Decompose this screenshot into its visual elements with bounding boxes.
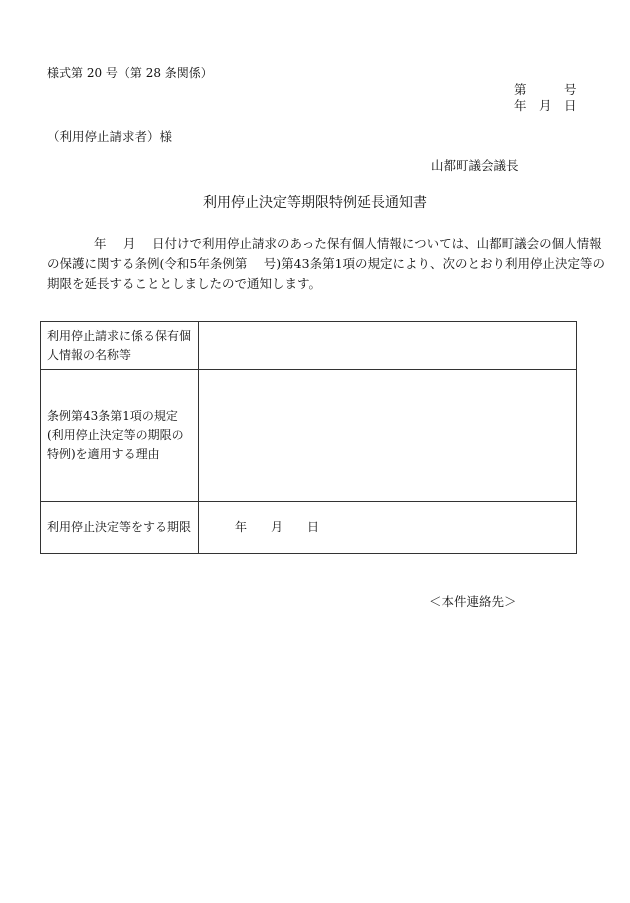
- body-line: 年 月 日付けで利用停止請求のあった保有個人情報については、山都町議会の個人情報: [94, 236, 602, 251]
- recipient: （利用停止請求者）様: [47, 129, 173, 144]
- table-row: [41, 370, 577, 502]
- body-line: の保護に関する条例(令和5年条例第 号)第43条第1項の規定により、次のとおり利用停止決定等の: [47, 256, 606, 271]
- contact-heading: ＜本件連絡先＞: [429, 594, 517, 609]
- row-value[interactable]: [199, 370, 577, 502]
- row-label: 利用停止決定等をする期限: [41, 502, 199, 554]
- row-value[interactable]: [199, 322, 577, 370]
- body-text: [47, 234, 606, 294]
- body-line: 期限を延長することとしましたので通知します。: [47, 276, 322, 291]
- row-value-date[interactable]: 年 月 日: [199, 502, 577, 554]
- table-row: [41, 502, 577, 554]
- info-table: [40, 321, 577, 554]
- table-row: [41, 322, 577, 370]
- row-label: 条例第43条第1項の規定(利用停止決定等の期限の特例)を適用する理由: [41, 370, 199, 502]
- form-number: 様式第 20 号（第 28 条関係）: [47, 66, 213, 80]
- sender: 山都町議会議長: [431, 158, 519, 173]
- document-title: 利用停止決定等期限特例延長通知書: [203, 195, 427, 211]
- row-label: 利用停止請求に係る保有個人情報の名称等: [41, 322, 199, 370]
- document-date: 年 月 日: [514, 98, 577, 113]
- document-number: 第 号: [514, 82, 577, 97]
